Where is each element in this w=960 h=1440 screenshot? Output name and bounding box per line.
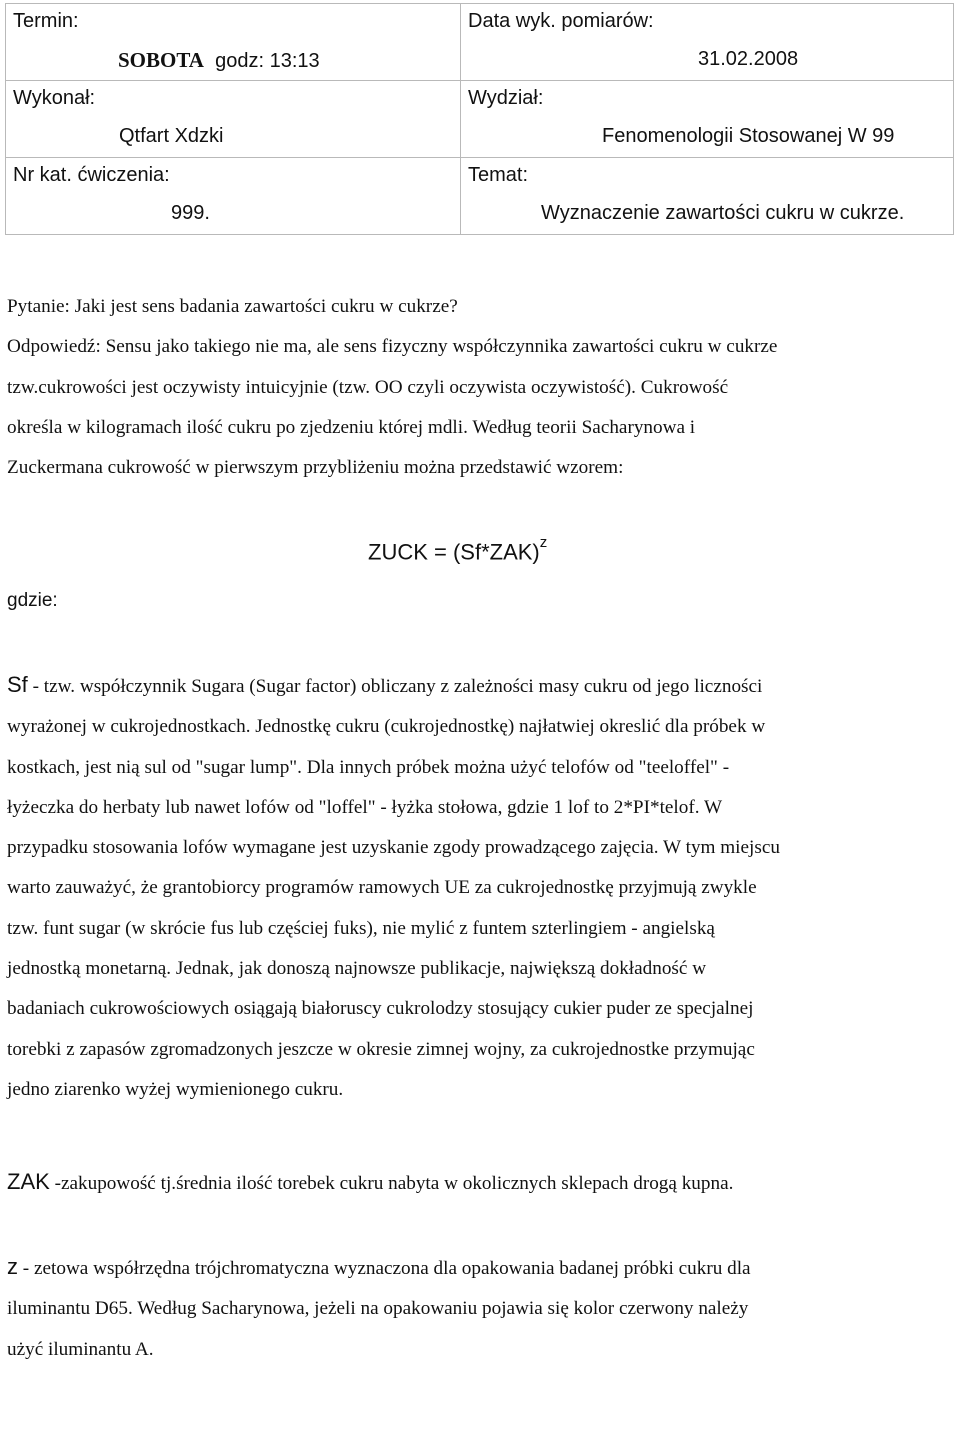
sf-line: jednostką monetarną. Jednak, jak donoszą najnowsze publikacje, największą dokładność w bbox=[7, 958, 707, 980]
intro-line: Odpowiedź: Sensu jako takiego nie ma, ale sens fizyczny współczynnika zawartości cukru w cukrze bbox=[7, 336, 778, 358]
wykonal-label: Wykonał: bbox=[13, 87, 96, 109]
termin-value bbox=[118, 48, 320, 73]
termin-label: Termin: bbox=[13, 10, 79, 32]
termin-cell bbox=[6, 4, 461, 81]
formula-base: ZUCK = (Sf*ZAK) bbox=[368, 539, 540, 565]
header-table bbox=[5, 3, 954, 235]
wydzial-label: Wydział: bbox=[468, 87, 544, 109]
sf-line: przypadku stosowania lofów wymagane jest uzyskanie zgody prowadzącego zajęcia. W tym miejscu bbox=[7, 837, 780, 859]
sf-line: kostkach, jest nią sul od "sugar lump". Dla innych próbek można użyć telofów od "teeloffel" - bbox=[7, 756, 730, 778]
intro-line: określa w kilogramach ilość cukru po zjedzeniu której mdli. Według teorii Sacharynowa i bbox=[7, 416, 696, 438]
z-line bbox=[7, 1247, 957, 1289]
intro-line: Zuckermana cukrowość w pierwszym przybliżeniu można przedstawić wzorem: bbox=[7, 457, 624, 479]
wykonal-cell bbox=[6, 81, 461, 158]
sf-line: warto zauważyć, że grantobiorcy programów ramowych UE za cukrojednostkę przyjmują zwykle bbox=[7, 877, 757, 899]
wykonal-value: Qtfart Xdzki bbox=[119, 125, 224, 147]
intro-line: Pytanie: Jaki jest sens badania zawartości cukru w cukrze? bbox=[7, 296, 458, 317]
sf-line: tzw. funt sugar (w skrócie fus lub częściej fuks), nie mylić z funtem szterlingiem - angielską bbox=[7, 917, 715, 939]
sf-line: badaniach cukrowościowych osiągają białoruscy cukrolodzy stosujący cukier puder ze specjalnej bbox=[7, 998, 754, 1020]
z-line: iluminantu D65. Według Sacharynowa, jeżeli na opakowaniu pojawia się kolor czerwony należy bbox=[7, 1298, 749, 1320]
temat-label: Temat: bbox=[468, 164, 529, 186]
termin-day: SOBOTA bbox=[118, 48, 204, 72]
sf-paragraph bbox=[7, 665, 957, 1110]
z-symbol: z bbox=[7, 1254, 18, 1279]
zak-paragraph bbox=[7, 1162, 957, 1204]
sf-line-text: - tzw. współczynnik Sugara (Sugar factor) obliczany z zależności masy cukru od jego liczności bbox=[27, 676, 763, 697]
sf-line: jedno ziarenko wyżej wymienionego cukru. bbox=[7, 1078, 344, 1100]
zak-symbol: ZAK bbox=[7, 1169, 50, 1194]
nrkat-label: Nr kat. ćwiczenia: bbox=[13, 164, 170, 186]
temat-value: Wyznaczenie zawartości cukru w cukrze. bbox=[541, 202, 905, 224]
temat-cell bbox=[461, 158, 954, 235]
zak-text: -zakupowość tj.średnia ilość torebek cukru nabyta w okolicznych sklepach drogą kupna. bbox=[49, 1173, 734, 1194]
wydzial-cell bbox=[461, 81, 954, 158]
sf-line: torebki z zapasów zgromadzonych jeszcze w okresie zimnej wojny, za cukrojednostke przymując bbox=[7, 1038, 755, 1060]
nrkat-value: 999. bbox=[171, 202, 210, 224]
data-cell bbox=[461, 4, 954, 81]
intro-line: tzw.cukrowości jest oczywisty intuicyjnie (tzw. OO czyli oczywista oczywistość). Cukrowość bbox=[7, 376, 729, 398]
sf-line bbox=[7, 665, 957, 707]
intro-paragraph bbox=[7, 287, 957, 488]
gdzie-label: gdzie: bbox=[7, 590, 58, 611]
nrkat-cell bbox=[6, 158, 461, 235]
z-paragraph bbox=[7, 1247, 957, 1370]
sf-line: łyżeczka do herbaty lub nawet lofów od "loffel" - łyżka stołowa, gdzie 1 lof to 2*PI*telof. W bbox=[7, 796, 723, 818]
sf-symbol: Sf bbox=[7, 672, 28, 697]
z-line: użyć iluminantu A. bbox=[7, 1338, 154, 1360]
formula bbox=[368, 534, 548, 565]
z-line-text: - zetowa współrzędna trójchromatyczna wyznaczona dla opakowania badanej próbki cukru dla bbox=[18, 1258, 751, 1279]
data-value: 31.02.2008 bbox=[698, 48, 799, 70]
sf-line: wyrażonej w cukrojednostkach. Jednostkę cukru (cukrojednostkę) najłatwiej okreslić dla próbek w bbox=[7, 716, 766, 738]
termin-time: godz: 13:13 bbox=[215, 50, 320, 72]
zak-line bbox=[7, 1162, 957, 1204]
formula-exponent: z bbox=[539, 534, 548, 551]
data-label: Data wyk. pomiarów: bbox=[468, 10, 654, 32]
wydzial-value: Fenomenologii Stosowanej W 99 bbox=[602, 125, 895, 147]
